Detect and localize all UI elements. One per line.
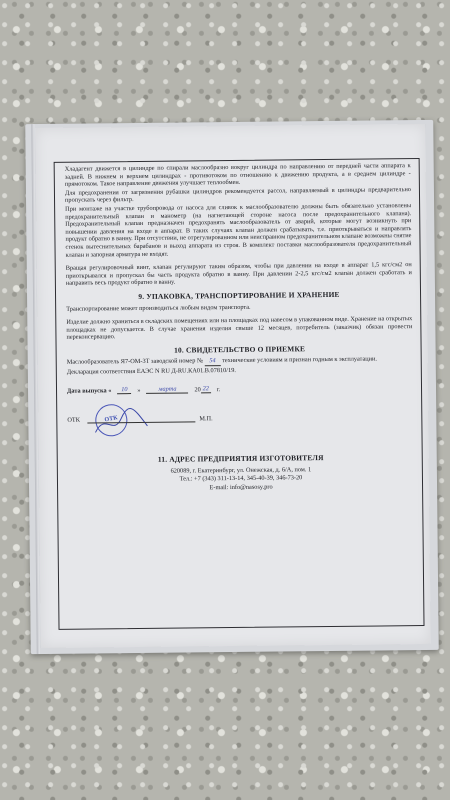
email-line: E-mail: info@nasosy.pro	[209, 483, 273, 492]
manufacturer-address	[68, 465, 414, 493]
date-year-prefix: 20	[194, 385, 201, 394]
page-frame	[54, 158, 425, 630]
paragraph: При монтаже на участке трубопровода от насоса для сливок к маслообразователю должны быть обязательно установлены предохранительный клапан и манометр (на нагнетающей стороне насоса после предохранительного клапана). Предохранительный клапан предназначен предохранять маслообразователь от аварий, которые могут возникнуть при повышении давления на входе в аппарат. В таких случаях клапан должен срабатывать, т.е. приоткрываться и направлять продукт обратно в ванну. При отсутствии, не отрегулированном или неисправном предохранительном клапане возможны снятие стенок вытеснительных барабанов и выход аппарата из строя. В комплект поставки маслообразователя предохранительный клапан и запорная арматура не входят.	[65, 202, 412, 259]
acceptance-text-b: технические условиям и признан годным к эксплуатации.	[222, 355, 377, 365]
date-label: Дата выпуска «	[66, 386, 112, 395]
section-10-title: 10. СВИДЕТЕЛЬСТВО О ПРИЕМКЕ	[174, 344, 306, 355]
mp-label: М.П.	[199, 415, 213, 423]
paragraph: Изделие должно храниться в складских помещениях или на площадках под навесом в упакованном виде. Хранение на открытых площадках не допускается. В случае хранения изделия свыше 12 месяцев, потребитель (заказчик) обязан провести переконсервацию.	[66, 315, 413, 342]
booklet	[25, 120, 439, 654]
paragraph: Транспортирование может производиться любым видом транспорта.	[66, 303, 251, 313]
otk-label: ОТК	[67, 416, 80, 424]
otk-stamp-text: ОТК	[104, 415, 119, 424]
acceptance-text-a: Маслообразователь Я7-ОМ-3Т заводской номер №	[66, 357, 203, 367]
phone-line: Тел.: +7 (343) 311-13-14, 345-40-39, 346-73-20	[179, 474, 303, 483]
address-line: 620089, г. Екатеринбург, ул. Онежская, д. 6/А, пом. 1	[170, 466, 312, 475]
declaration-text: Декларация соответствия ЕАЭС N RU Д-RU.КА01.В.07810/19.	[66, 367, 236, 376]
date-day: 10	[117, 386, 131, 395]
paragraph: Для предохранения от загрязнения рубашки цилиндров рекомендуется рассол, направляемый в цилиндры предварительно пропускать через фильтр.	[64, 185, 411, 205]
document-page	[35, 124, 430, 648]
date-month: марта	[146, 385, 188, 394]
otk-signature-area	[67, 399, 413, 443]
serial-number: 54	[204, 358, 220, 367]
date-suffix: г.	[216, 385, 221, 393]
paragraph: Хладагент движется в цилиндре по спирали маслообразно вокруг цилиндра по направлению от передней части аппарата к задней. В нижнем и верхнем цилиндрах - противотоком по отношению к движению продукта, а в среднем цилиндре - прямотоком. Такое направление движения улучшает теплообмен.	[64, 162, 411, 188]
section-11-title: 11. АДРЕС ПРЕДПРИЯТИЯ ИЗГОТОВИТЕЛЯ	[157, 453, 324, 465]
paragraph: Вращая регулировочный винт, клапан регулируют таким образом, чтобы при давлении на входе в аппарат 1,5 кгс/см2 он приоткрывался и пропускал бы часть продукта обратно в ванну. При давлении 2-2,5 кгс/см2 клапан должен сработать и направить весь продукт обратно в ванну.	[65, 261, 412, 288]
section-9-title: 9. УПАКОВКА, ТРАНСПОРТИРОВАНИЕ И ХРАНЕНИЕ	[138, 289, 340, 301]
release-date-row: Дата выпуска « 10 » марта 20 22 г.	[66, 384, 221, 395]
date-year: 22	[202, 384, 209, 392]
